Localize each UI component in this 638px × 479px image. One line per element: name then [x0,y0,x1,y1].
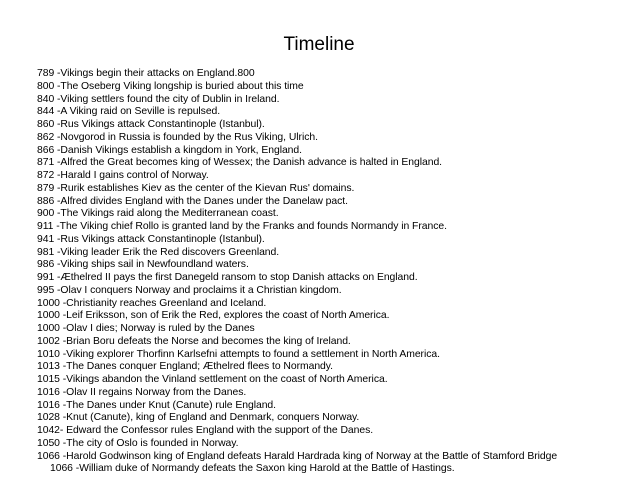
timeline-entry: 941 -Rus Vikings attack Constantinople (Istanbul). [37,233,265,245]
timeline-entry: 986 -Viking ships sail in Newfoundland waters. [37,259,249,271]
timeline-entry: 1066 -William duke of Normandy defeats the Saxon king Harold at the Battle of Hastings. [50,463,455,475]
timeline-entry: 879 -Rurik establishes Kiev as the center of the Kievan Rus' domains. [37,182,355,194]
timeline-entry: 1010 -Viking explorer Thorfinn Karlsefni attempts to found a settlement in North America. [37,348,440,360]
timeline-entry: 886 -Alfred divides England with the Danes under the Danelaw pact. [37,195,348,207]
timeline-entry: 789 -Vikings begin their attacks on England.800 [37,68,255,79]
slide-title: Timeline [283,34,355,55]
timeline-entry: 1000 -Christianity reaches Greenland and Iceland. [37,297,267,309]
timeline-entry: 900 -The Vikings raid along the Mediterranean coast. [37,208,279,220]
timeline-entry: 1066 -Harold Godwinson king of England defeats Harald Hardrada king of Norway at the Battle of Stamford Bridge [37,450,558,462]
timeline-entry: 1016 -Olav II regains Norway from the Danes. [37,386,247,398]
timeline-entry: 844 -A Viking raid on Seville is repulsed. [37,106,221,118]
timeline-entry: 1028 -Knut (Canute), king of England and Denmark, conquers Norway. [37,412,360,424]
timeline-entry: 862 -Novgorod in Russia is founded by the Rus Viking, Ulrich. [37,131,318,143]
timeline-entry: 1016 -The Danes under Knut (Canute) rule England. [37,399,276,411]
timeline-entry: 1002 -Brian Boru defeats the Norse and becomes the king of Ireland. [37,335,351,347]
timeline-entry: 871 -Alfred the Great becomes king of Wessex; the Danish advance is halted in England. [37,157,443,169]
timeline-entry: 911 -The Viking chief Rollo is granted land by the Franks and founds Normandy in France. [37,221,447,232]
timeline-entry: 1000 -Olav I dies; Norway is ruled by the Danes [37,323,255,334]
timeline-entry: 995 -Olav I conquers Norway and proclaims it a Christian kingdom. [37,284,342,296]
timeline-entry: 1042- Edward the Confessor rules England with the support of the Danes. [37,425,374,436]
timeline-entry: 800 -The Oseberg Viking longship is buried about this time [37,80,304,92]
timeline-entry: 1000 -Leif Eriksson, son of Erik the Red, explores the coast of North America. [37,310,390,322]
timeline-entry: 840 -Viking settlers found the city of Dublin in Ireland. [37,93,280,105]
timeline-entry: 860 -Rus Vikings attack Constantinople (Istanbul). [37,119,265,130]
timeline-entry: 1015 -Vikings abandon the Vinland settlement on the coast of North America. [37,374,388,385]
timeline-entry: 1013 -The Danes conquer England; Æthelred flees to Normandy. [37,361,333,373]
timeline-entry: 872 -Harald I gains control of Norway. [37,170,209,181]
timeline-entry: 1050 -The city of Oslo is founded in Norway. [37,437,239,449]
timeline-entry: 866 -Danish Vikings establish a kingdom in York, England. [37,144,302,156]
timeline-list [37,68,635,476]
timeline-entry: 981 -Viking leader Erik the Red discovers Greenland. [37,246,280,258]
timeline-entry: 991 -Æthelred II pays the first Danegeld ransom to stop Danish attacks on England. [37,272,418,283]
